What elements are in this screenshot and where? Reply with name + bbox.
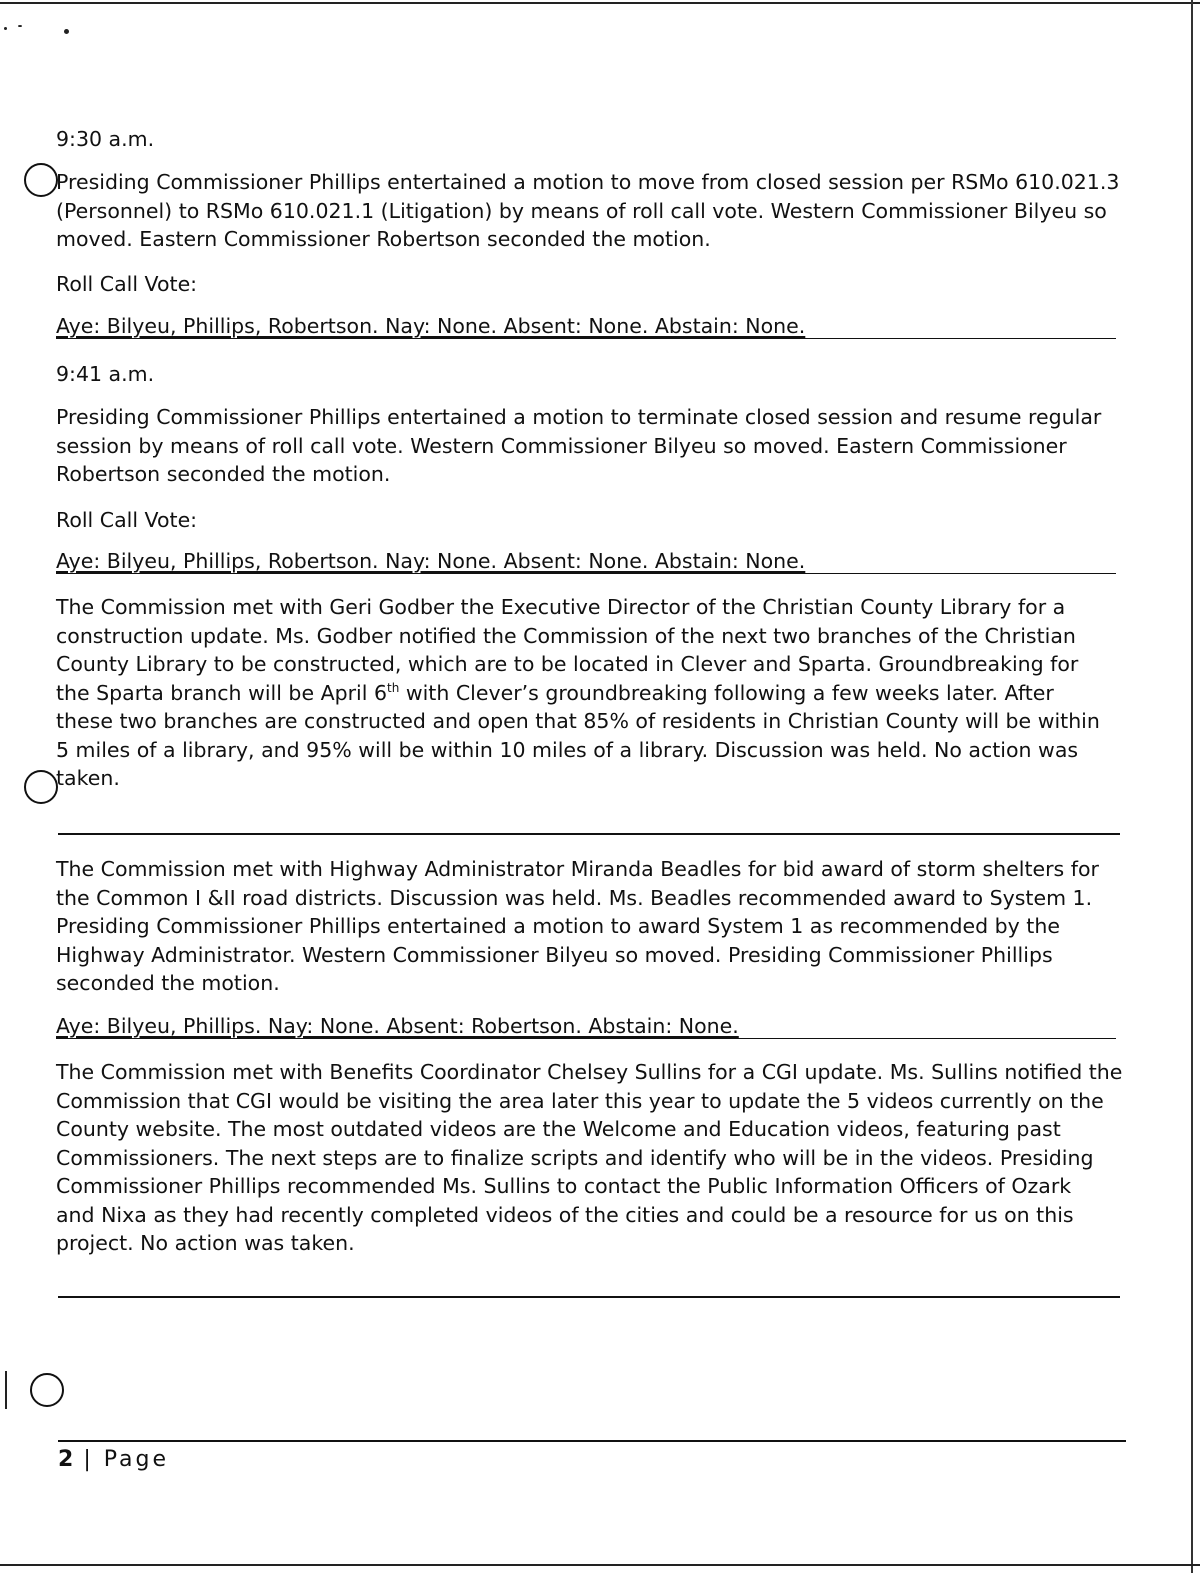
- roll-call-label: Roll Call Vote:: [56, 508, 198, 532]
- scan-edge-left-mark: [5, 1371, 7, 1409]
- paragraph-line: County website. The most outdated videos are the Welcome and Education videos, featuring past: [56, 1117, 1061, 1141]
- time-heading: 9:30 a.m.: [56, 127, 155, 151]
- line-text: with Clever’s groundbreaking following a few weeks later. After: [399, 680, 1054, 705]
- paragraph-line: County Library to be constructed, which are to be located in Clever and Sparta. Groundbreaking for: [56, 652, 1079, 676]
- footer-separator: |: [83, 1447, 94, 1472]
- scan-speck: [4, 27, 7, 30]
- section-divider: [58, 833, 1120, 835]
- page-footer: [58, 1447, 169, 1472]
- paragraph-line: Commission that CGI would be visiting the area later this year to update the 5 videos currently on the: [56, 1088, 1104, 1113]
- paragraph-line: Commissioner Phillips recommended Ms. Sullins to contact the Public Information Officers of Ozark: [56, 1174, 1072, 1198]
- paragraph-line: moved. Eastern Commissioner Robertson seconded the motion.: [56, 227, 711, 251]
- paragraph-line: session by means of roll call vote. Western Commissioner Bilyeu so moved. Eastern Commissioner: [56, 433, 1067, 458]
- vote-result-line: [56, 549, 1116, 574]
- footer-divider: [58, 1440, 1126, 1442]
- paragraph-library-update: [56, 593, 1126, 793]
- paragraph-line: project. No action was taken.: [56, 1231, 355, 1255]
- paragraph-line: Robertson seconded the motion.: [56, 462, 391, 486]
- paragraph-line: seconded the motion.: [56, 971, 280, 995]
- punch-hole-middle: [24, 770, 58, 804]
- punch-hole-bottom: [30, 1373, 64, 1407]
- paragraph-line: the Common I &II road districts. Discussion was held. Ms. Beadles recommended award to System 1.: [56, 885, 1093, 910]
- ordinal-suffix: th: [387, 680, 400, 695]
- paragraph-line: construction update. Ms. Godber notified the Commission of the next two branches of the Christian: [56, 623, 1076, 648]
- vote-result-line: [56, 1014, 1116, 1039]
- paragraph-closed-session-motion: [56, 168, 1126, 254]
- paragraph-line: [56, 679, 1126, 708]
- scan-edge-right: [1191, 0, 1193, 1573]
- scan-edge-bottom: [0, 1564, 1200, 1566]
- paragraph-cgi-update: [56, 1058, 1126, 1258]
- vote-result-line: [56, 314, 1116, 339]
- paragraph-line: (Personnel) to RSMo 610.021.1 (Litigation) by means of roll call vote. Western Commissioner Bilyeu so: [56, 198, 1107, 223]
- line-text: the Sparta branch will be April 6: [56, 680, 387, 705]
- vote-result-text: Aye: Bilyeu, Phillips. Nay: None. Absent: Robertson. Abstain: None.: [56, 1014, 739, 1038]
- paragraph-line: and Nixa as they had recently completed videos of the cities and could be a resource for us on this: [56, 1202, 1074, 1227]
- vote-result-text: Aye: Bilyeu, Phillips, Robertson. Nay: None. Absent: None. Abstain: None.: [56, 549, 806, 573]
- paragraph-line: Commissioners. The next steps are to finalize scripts and identify who will be in the videos. Presiding: [56, 1145, 1094, 1170]
- punch-hole-top: [24, 163, 58, 197]
- time-heading: 9:41 a.m.: [56, 362, 155, 386]
- scan-edge-top: [0, 2, 1200, 4]
- scan-speck: [64, 29, 69, 34]
- paragraph-line: Highway Administrator. Western Commissioner Bilyeu so moved. Presiding Commissioner Phillips: [56, 942, 1053, 967]
- section-divider: [58, 1296, 1120, 1298]
- page-number: 2: [58, 1447, 74, 1472]
- paragraph-line: The Commission met with Geri Godber the Executive Director of the Christian County Library for a: [56, 595, 1066, 619]
- paragraph-line: these two branches are constructed and open that 85% of residents in Christian County will be within: [56, 709, 1100, 733]
- paragraph-line: Presiding Commissioner Phillips entertained a motion to terminate closed session and resume regular: [56, 405, 1102, 429]
- roll-call-label: Roll Call Vote:: [56, 272, 198, 296]
- paragraph-line: The Commission met with Highway Administrator Miranda Beadles for bid award of storm shelters for: [56, 857, 1099, 881]
- vote-result-text: Aye: Bilyeu, Phillips, Robertson. Nay: None. Absent: None. Abstain: None.: [56, 314, 806, 338]
- page-label: Page: [103, 1447, 169, 1472]
- paragraph-line: Presiding Commissioner Phillips entertained a motion to move from closed session per RSMo 610.021.3: [56, 170, 1120, 194]
- paragraph-resume-session-motion: [56, 403, 1126, 489]
- paragraph-line: The Commission met with Benefits Coordinator Chelsey Sullins for a CGI update. Ms. Sullins notified the: [56, 1060, 1123, 1084]
- paragraph-line: Presiding Commissioner Phillips entertained a motion to award System 1 as recommended by the: [56, 914, 1060, 938]
- paragraph-line: taken.: [56, 766, 120, 790]
- scan-speck: [18, 25, 22, 27]
- paragraph-storm-shelter-award: [56, 855, 1126, 998]
- paragraph-line: 5 miles of a library, and 95% will be within 10 miles of a library. Discussion was held. No action was: [56, 737, 1079, 762]
